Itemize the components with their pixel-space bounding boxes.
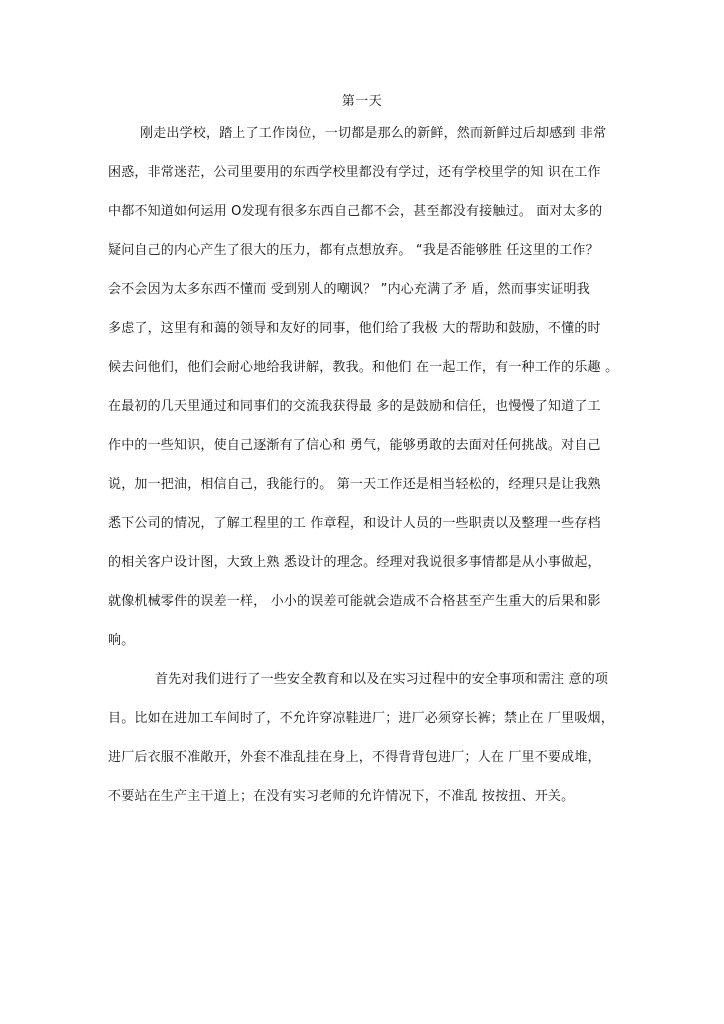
- paragraph-line: 作中的一些知识，使自己逐渐有了信心和 勇气，能够勇敢的去面对任何挑战。对自己: [108, 438, 601, 453]
- paragraph-line: 的相关客户设计图，大致上熟 悉设计的理念。经理对我说很多事情都是从小事做起，: [108, 555, 601, 570]
- paragraph-line: 会不会因为太多东西不懂而 受到别人的嘲讽？ ”内心充满了矛 盾，然而事实证明我: [108, 282, 590, 297]
- paragraph-line: 中都不知道如何运用 O发现有很多东西自己都不会，甚至都没有接触过。 面对太多的: [108, 204, 603, 219]
- paragraph-line: 不要站在生产主干道上；在没有实习老师的允许情况下，不准乱 按按扭、开关。: [108, 789, 575, 804]
- paragraph-line: 进厂后衣服不准敞开，外套不准乱挂在身上，不得背背包进厂；人在 厂里不要成堆，: [108, 750, 601, 765]
- paragraph-line: 说，加一把油，相信自己，我能行的。 第一天工作还是相当轻松的，经理只是让我熟: [108, 477, 601, 492]
- paragraph-line: 困惑，非常迷茫，公司里要用的东西学校里都没有学过，还有学校里学的知 识在工作: [108, 165, 601, 180]
- paragraph-line: 目。比如在进加工车间时了，不允许穿凉鞋进厂；进厂必须穿长裤；禁止在 厂里吸烟，: [108, 711, 614, 726]
- paragraph-line: 在最初的几天里通过和同事们的交流我获得最 多的是鼓励和信任，也慢慢了知道了工: [108, 399, 601, 414]
- paragraph-line: 响。: [108, 633, 135, 648]
- paragraph-line: 就像机械零件的误差一样， 小小的误差可能就会造成不合格甚至产生重大的后果和影: [108, 594, 601, 609]
- page-title: 第一天: [341, 94, 383, 109]
- paragraph-line: 疑问自己的内心产生了很大的压力，都有点想放弃。 “我是否能够胜 任这里的工作？: [108, 243, 599, 258]
- paragraph-line: 多虑了，这里有和蔼的领导和友好的同事，他们给了我极 大的帮助和鼓励，不懂的时: [108, 321, 601, 336]
- paragraph-line: 悉下公司的情况，了解工程里的工 作章程，和设计人员的一些职责以及整理一些存档: [108, 516, 601, 531]
- paragraph-line: 候去问他们，他们会耐心地给我讲解，教我。和他们 在一起工作，有一种工作的乐趣 。: [108, 360, 619, 375]
- paragraph-line: 刚走出学校，踏上了工作岗位，一切都是那么的新鲜，然而新鲜过后却感到 非常: [140, 126, 607, 141]
- paragraph-line: 首先对我们进行了一些安全教育和以及在实习过程中的安全事项和需注 意的项: [155, 672, 609, 687]
